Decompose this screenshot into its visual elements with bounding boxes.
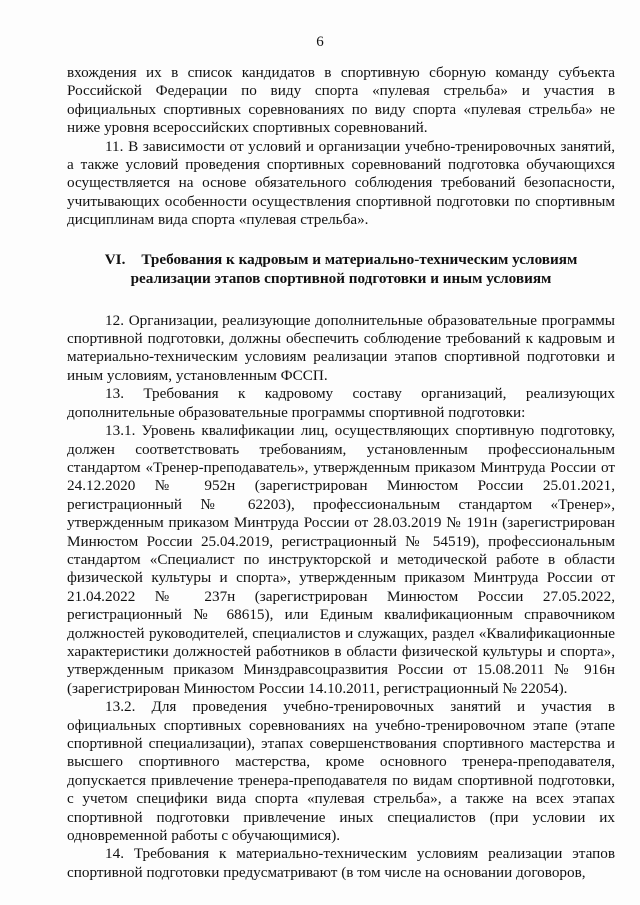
page-number: 6 xyxy=(316,34,324,50)
section-number: VI. xyxy=(104,250,126,268)
paragraph-13: 13. Требования к кадровому составу организаций, реализующих дополнительные образовательные программы спортивной подготовки: xyxy=(67,385,615,421)
paragraph-13-1: 13.1. Уровень квалификации лиц, осуществляющих спортивную подготовку, должен соответствовать требованиям, установленным профессиональным стандартом «Тренер-преподаватель», утвержденным приказом Минтруда России от 24.12.2020 № 952н (зарегистрирован Минюстом России 25.01.2021, регистрационный № 62203), профессиональным стандартом «Тренер», утвержденным приказом Минтруда России от 28.03.2019 № 191н (зарегистрирован Минюстом России 25.04.2019, регистрационный № 54519), профессиональным стандартом «Специалист по инструкторской и методической работе в области физической культуры и спорта», утвержденным приказом Минтруда России от 21.04.2022 № 237н (зарегистрирован Минюстом России 27.05.2022, регистрационный № 68615), или Единым квалификационным справочником должностей руководителей, специалистов и служащих, раздел «Квалификационные характеристики должностей работников в области физической культуры и спорта», утвержденным приказом Минздравсоцразвития России от 15.08.2011 № 916н (зарегистрирован Минюстом России 14.10.2011, регистрационный № 22054). xyxy=(67,422,615,697)
section-title: Требования к кадровым и материально-техническим условиям реализации этапов спортивной подготовки и иным условиям xyxy=(130,250,578,287)
paragraph-13-2: 13.2. Для проведения учебно-тренировочных занятий и участия в официальных спортивных соревнованиях на учебно-тренировочном этапе (этапе спортивной специализации), этапах совершенствования спортивного мастерства и высшего спортивного мастерства, кроме основного тренера-преподавателя, допускается привлечение тренера-преподавателя по видам спортивной подготовки, с учетом специфики вида спорта «пулевая стрельба», а также на всех этапах спортивной подготовки привлечение иных специалистов (при условии их одновременной работы с обучающимися). xyxy=(67,698,615,845)
paragraph-11: 11. В зависимости от условий и организации учебно-тренировочных занятий, а также условий проведения спортивных соревнований подготовка обучающихся осуществляется на основе обязательного соблюдения требований безопасности, учитывающих особенности осуществления спортивной подготовки по спортивным дисциплинам вида спорта «пулевая стрельба». xyxy=(67,137,615,229)
paragraph-12: 12. Организации, реализующие дополнительные образовательные программы спортивной подготовки, должны обеспечить соблюдение требований к кадровым и материально-техническим условиям реализации этапов спортивной подготовки и иным условиям, установленным ФССП. xyxy=(67,311,615,384)
paragraph-14: 14. Требования к материально-техническим условиям реализации этапов спортивной подготовки предусматривают (в том числе на основании договоров, xyxy=(67,845,615,881)
section-heading xyxy=(67,250,615,288)
paragraph-continued: вхождения их в список кандидатов в спортивную сборную команду субъекта Российской Федерации по виду спорта «пулевая стрельба» и участия в официальных спортивных соревнованиях по виду спорта «пулевая стрельба» не ниже уровня всероссийских спортивных соревнований. xyxy=(67,64,615,137)
document-body xyxy=(67,64,615,882)
